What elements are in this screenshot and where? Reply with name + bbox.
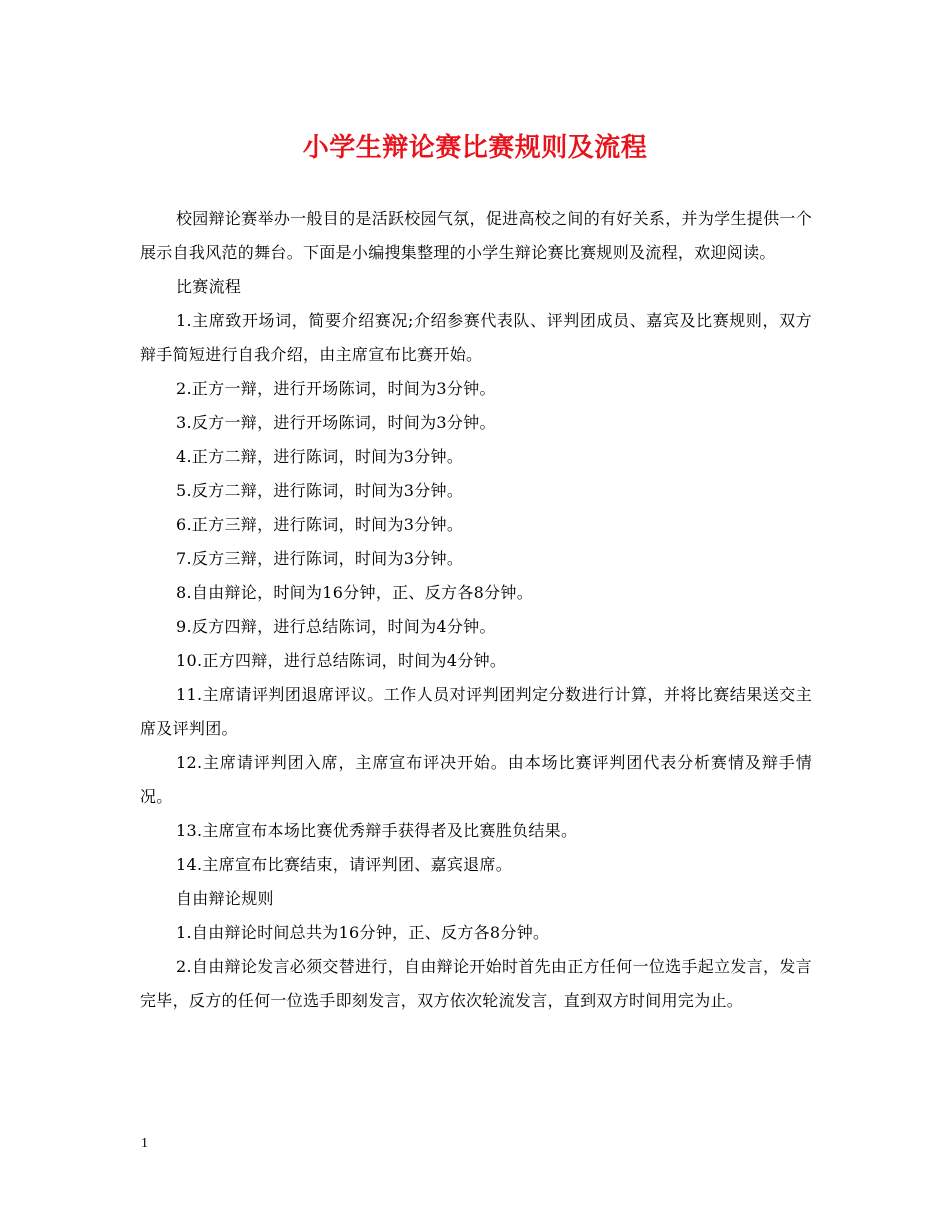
list-item: 7.反方三辩，进行陈词，时间为3分钟。 bbox=[176, 549, 464, 568]
list-item: 12.主席请评判团入席，主席宣布评决开始。由本场比赛评判团代表分析赛情及辩手情况。 bbox=[140, 753, 812, 806]
list-item: 1.自由辩论时间总共为16分钟，正、反方各8分钟。 bbox=[176, 923, 550, 942]
list-item: 14.主席宣布比赛结束，请评判团、嘉宾退席。 bbox=[176, 855, 513, 874]
list-item: 8.自由辩论，时间为16分钟，正、反方各8分钟。 bbox=[176, 583, 534, 602]
list-item: 11.主席请评判团退席评议。工作人员对评判团判定分数进行计算，并将比赛结果送交主席及评判团。 bbox=[140, 685, 812, 738]
list-item: 4.正方二辩，进行陈词，时间为3分钟。 bbox=[176, 447, 464, 466]
document-title: 小学生辩论赛比赛规则及流程 bbox=[302, 133, 648, 163]
list-item: 5.反方二辩，进行陈词，时间为3分钟。 bbox=[176, 481, 464, 500]
list-item: 1.主席致开场词，简要介绍赛况;介绍参赛代表队、评判团成员、嘉宾及比赛规则，双方辩手简短进行自我介绍，由主席宣布比赛开始。 bbox=[140, 311, 812, 364]
list-item: 13.主席宣布本场比赛优秀辩手获得者及比赛胜负结果。 bbox=[176, 821, 578, 840]
list-item: 3.反方一辩，进行开场陈词，时间为3分钟。 bbox=[176, 413, 496, 432]
document-body bbox=[140, 202, 812, 1018]
page-number: 1 bbox=[141, 1136, 148, 1151]
section-heading-free-debate: 自由辩论规则 bbox=[176, 889, 274, 908]
list-item: 2.自由辩论发言必须交替进行，自由辩论开始时首先由正方任何一位选手起立发言，发言完毕，反方的任何一位选手即刻发言，双方依次轮流发言，直到双方时间用完为止。 bbox=[140, 957, 812, 1010]
list-item: 6.正方三辩，进行陈词，时间为3分钟。 bbox=[176, 515, 464, 534]
list-item: 10.正方四辩，进行总结陈词，时间为4分钟。 bbox=[176, 651, 507, 670]
list-item: 2.正方一辩，进行开场陈词，时间为3分钟。 bbox=[176, 379, 496, 398]
paragraph-intro: 校园辩论赛举办一般目的是活跃校园气氛，促进高校之间的有好关系，并为学生提供一个展示自我风范的舞台。下面是小编搜集整理的小学生辩论赛比赛规则及流程，欢迎阅读。 bbox=[140, 209, 812, 262]
list-item: 9.反方四辩，进行总结陈词，时间为4分钟。 bbox=[176, 617, 496, 636]
section-heading-process: 比赛流程 bbox=[176, 277, 242, 296]
